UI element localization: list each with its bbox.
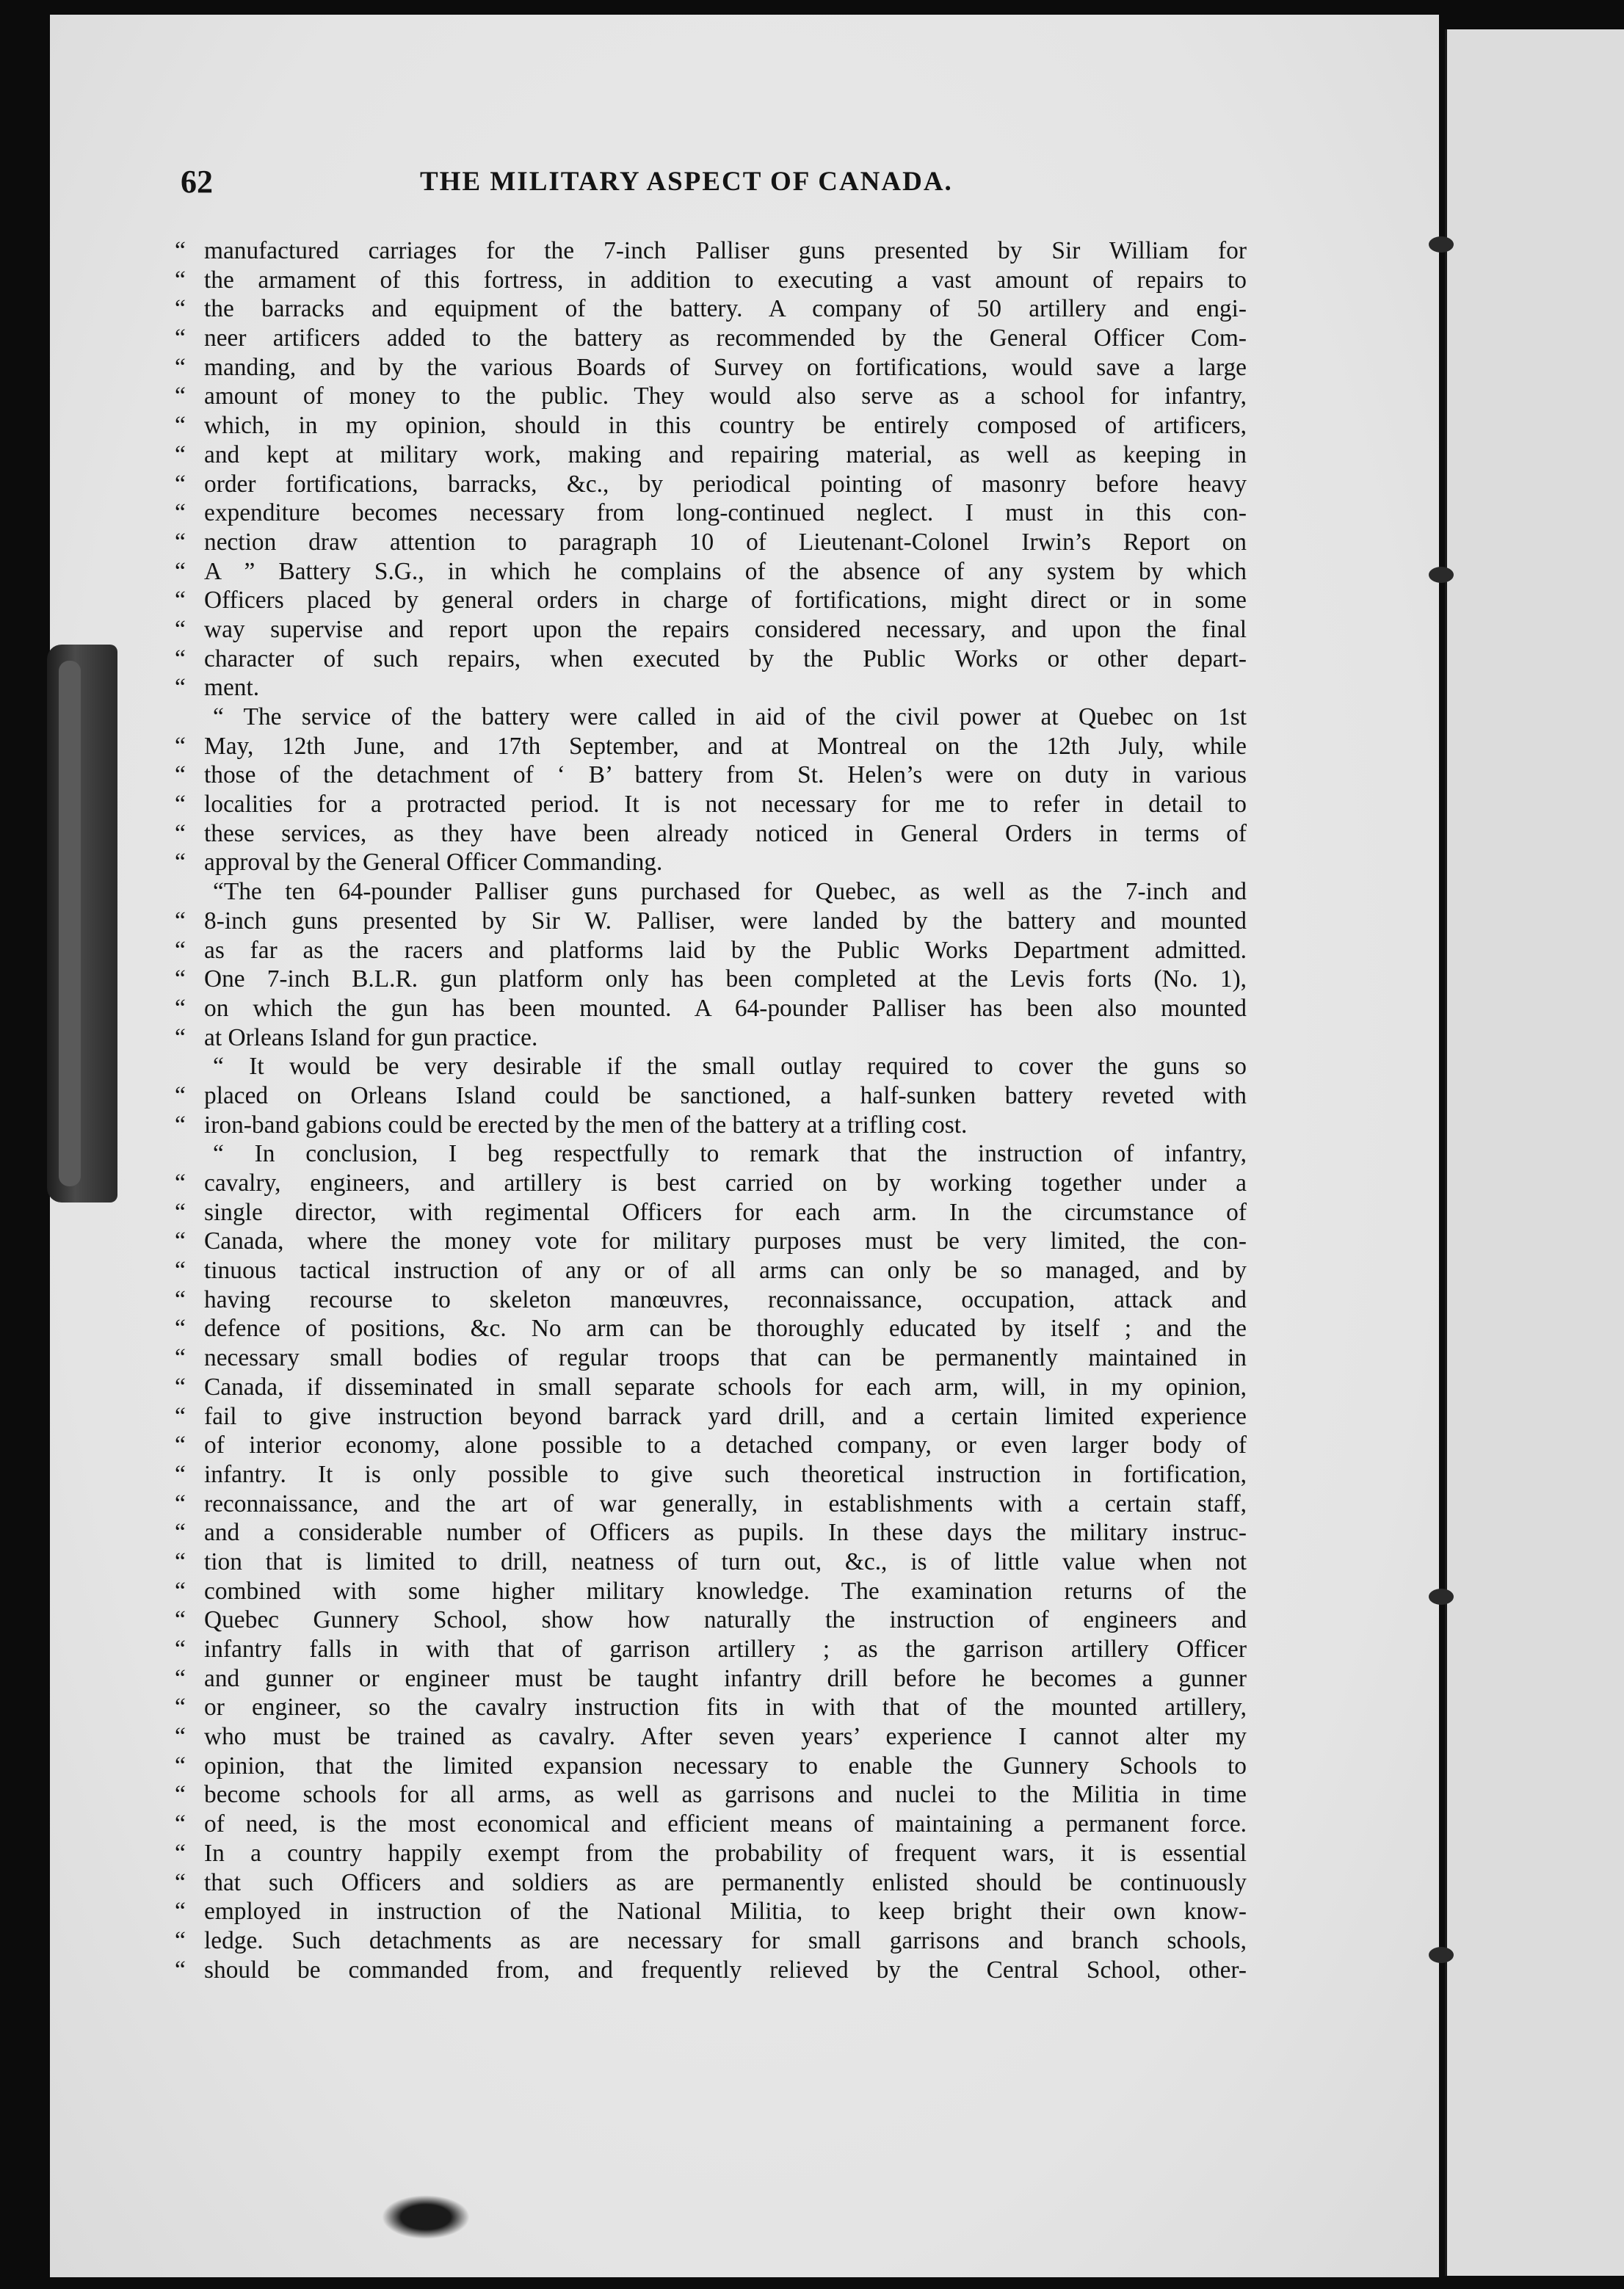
quote-mark: “ bbox=[175, 819, 186, 847]
quote-mark: “ bbox=[175, 1868, 186, 1896]
text-line bbox=[175, 557, 1247, 587]
text-line bbox=[175, 1606, 1247, 1635]
binding-stitch bbox=[1429, 567, 1454, 583]
text-line bbox=[175, 382, 1247, 411]
text-line bbox=[175, 877, 1247, 907]
quote-mark: “ bbox=[175, 761, 186, 789]
text-line bbox=[175, 1023, 1247, 1053]
quote-mark: “ bbox=[175, 732, 186, 760]
quote-mark: “ bbox=[175, 353, 186, 381]
text-line bbox=[175, 1314, 1247, 1343]
quote-mark: “ bbox=[175, 1548, 186, 1575]
text-line bbox=[175, 994, 1247, 1023]
quote-mark: “ bbox=[175, 1315, 186, 1343]
text-line bbox=[175, 1693, 1247, 1722]
line-text: approval by the General Officer Commanding. bbox=[204, 849, 663, 877]
line-text: tinuous tactical instruction of any or of all arms can only be so managed, and by bbox=[204, 1257, 1247, 1285]
text-line bbox=[175, 1285, 1247, 1315]
quote-mark: “ bbox=[175, 1810, 186, 1838]
line-text: and a considerable number of Officers as pupils. In these days the military instruc- bbox=[204, 1519, 1247, 1547]
text-line bbox=[175, 1897, 1247, 1926]
line-text: May, 12th June, and 17th September, and at Montreal on the 12th July, while bbox=[204, 732, 1247, 760]
quote-mark: “ bbox=[175, 1432, 186, 1459]
line-text: of need, is the most economical and efficient means of maintaining a permanent force. bbox=[204, 1810, 1247, 1838]
text-line bbox=[175, 528, 1247, 557]
quote-mark: “ bbox=[175, 1723, 186, 1751]
line-text: Canada, where the money vote for military purposes must be very limited, the con- bbox=[204, 1227, 1247, 1255]
text-line bbox=[175, 1431, 1247, 1460]
line-text: One 7-inch B.L.R. gun platform only has been completed at the Levis forts (No. 1), bbox=[204, 965, 1247, 993]
text-line bbox=[175, 1956, 1247, 1985]
text-line bbox=[175, 1373, 1247, 1402]
text-line bbox=[175, 1664, 1247, 1694]
text-line bbox=[175, 440, 1247, 470]
line-text: that such Officers and soldiers as are permanently enlisted should be continuously bbox=[204, 1868, 1247, 1896]
line-text: of interior economy, alone possible to a detached company, or even larger body of bbox=[204, 1432, 1247, 1459]
text-line bbox=[175, 498, 1247, 528]
line-text: In a country happily exempt from the probability of frequent wars, it is essential bbox=[204, 1839, 1247, 1867]
text-line bbox=[175, 761, 1247, 790]
quote-mark: “ bbox=[175, 528, 186, 556]
quote-mark: “ bbox=[175, 1781, 186, 1809]
quote-mark: “ bbox=[175, 1344, 186, 1372]
line-text: having recourse to skeleton manœuvres, reconnaissance, occupation, attack and bbox=[204, 1285, 1247, 1313]
line-text: necessary small bodies of regular troops that can be permanently maintained in bbox=[204, 1344, 1247, 1372]
binding-tab bbox=[47, 645, 117, 1202]
line-text: become schools for all arms, as well as garrisons and nuclei to the Militia in time bbox=[204, 1781, 1247, 1809]
scan-smudge bbox=[382, 2195, 470, 2239]
line-text: or engineer, so the cavalry instruction fits in with that of the mounted artillery, bbox=[204, 1694, 1247, 1722]
line-text: fail to give instruction beyond barrack yard drill, and a certain limited experience bbox=[204, 1402, 1247, 1430]
line-text: nection draw attention to paragraph 10 of Lieutenant-Colonel Irwin’s Report on bbox=[204, 528, 1247, 556]
line-text: ledge. Such detachments as are necessary for small garrisons and branch schools, bbox=[204, 1926, 1247, 1954]
text-line bbox=[175, 1518, 1247, 1548]
line-text: “The ten 64-pounder Palliser guns purchased for Quebec, as well as the 7-inch and bbox=[213, 878, 1247, 906]
quote-mark: “ bbox=[175, 907, 186, 935]
line-text: single director, with regimental Officers for each arm. In the circumstance of bbox=[204, 1198, 1247, 1226]
text-line bbox=[175, 586, 1247, 615]
line-text: way supervise and report upon the repairs considered necessary, and upon the final bbox=[204, 615, 1247, 643]
page-header bbox=[181, 163, 1245, 204]
running-head: THE MILITARY ASPECT OF CANADA. bbox=[420, 167, 953, 197]
line-text: manding, and by the various Boards of Survey on fortifications, would save a large bbox=[204, 353, 1247, 381]
binding-stitch bbox=[1429, 1947, 1454, 1963]
quote-mark: “ bbox=[175, 1664, 186, 1692]
line-text: as far as the racers and platforms laid by the Public Works Department admitted. bbox=[204, 936, 1247, 964]
text-line bbox=[175, 353, 1247, 382]
line-text: employed in instruction of the National Militia, to keep bright their own know- bbox=[204, 1898, 1247, 1926]
text-line bbox=[175, 1111, 1247, 1140]
quote-mark: “ bbox=[175, 470, 186, 498]
text-line bbox=[175, 1139, 1247, 1169]
quote-mark: “ bbox=[175, 1257, 186, 1285]
quote-mark: “ bbox=[175, 1023, 186, 1051]
quote-mark: “ bbox=[175, 266, 186, 294]
text-line bbox=[175, 1169, 1247, 1198]
line-text: infantry falls in with that of garrison artillery ; as the garrison artillery Officer bbox=[204, 1636, 1247, 1663]
page-number: 62 bbox=[181, 164, 213, 200]
line-text: 8-inch guns presented by Sir W. Palliser, were landed by the battery and mounted bbox=[204, 907, 1247, 935]
quote-mark: “ bbox=[175, 1956, 186, 1984]
line-text: those of the detachment of ‘ B’ battery from St. Helen’s were on duty in various bbox=[204, 761, 1247, 789]
quote-mark: “ bbox=[175, 1636, 186, 1663]
line-text: order fortifications, barracks, &c., by periodical pointing of masonry before heavy bbox=[204, 470, 1247, 498]
text-line bbox=[175, 1548, 1247, 1577]
quote-mark: “ bbox=[175, 615, 186, 643]
text-line bbox=[175, 1868, 1247, 1898]
line-text: “ The service of the battery were called in aid of the civil power at Quebec on 1st bbox=[213, 703, 1247, 730]
line-text: “ It would be very desirable if the small outlay required to cover the guns so bbox=[213, 1053, 1247, 1081]
quote-mark: “ bbox=[175, 936, 186, 964]
quote-mark: “ bbox=[175, 1081, 186, 1109]
quote-mark: “ bbox=[175, 645, 186, 672]
text-line bbox=[175, 1926, 1247, 1956]
quote-mark: “ bbox=[175, 1111, 186, 1139]
line-text: A ” Battery S.G., in which he complains of the absence of any system by which bbox=[204, 557, 1247, 585]
line-text: ment. bbox=[204, 674, 260, 702]
line-text: who must be trained as cavalry. After seven years’ experience I cannot alter my bbox=[204, 1723, 1247, 1751]
line-text: Quebec Gunnery School, show how naturally the instruction of engineers and bbox=[204, 1606, 1247, 1634]
quote-mark: “ bbox=[175, 440, 186, 468]
binding-stitch bbox=[1429, 236, 1454, 253]
line-text: localities for a protracted period. It is not necessary for me to refer in detail to bbox=[204, 791, 1247, 819]
line-text: and kept at military work, making and repairing material, as well as keeping in bbox=[204, 440, 1247, 468]
line-text: at Orleans Island for gun practice. bbox=[204, 1023, 538, 1051]
binding-tab-highlight bbox=[59, 661, 81, 1186]
quote-mark: “ bbox=[175, 1519, 186, 1547]
line-text: amount of money to the public. They would also serve as a school for infantry, bbox=[204, 382, 1247, 410]
text-line bbox=[175, 703, 1247, 732]
quote-mark: “ bbox=[175, 1752, 186, 1780]
text-line bbox=[175, 1810, 1247, 1839]
text-line bbox=[175, 615, 1247, 645]
text-line bbox=[175, 790, 1247, 819]
text-line bbox=[175, 732, 1247, 761]
text-line bbox=[175, 1752, 1247, 1781]
line-text: expenditure becomes necessary from long-continued neglect. I must in this con- bbox=[204, 499, 1247, 527]
text-line bbox=[175, 1460, 1247, 1490]
quote-mark: “ bbox=[175, 1227, 186, 1255]
line-text: which, in my opinion, should in this country be entirely composed of artificers, bbox=[204, 412, 1247, 440]
quote-mark: “ bbox=[175, 499, 186, 527]
text-line bbox=[175, 1490, 1247, 1519]
quote-mark: “ bbox=[175, 674, 186, 702]
text-line bbox=[175, 1081, 1247, 1111]
quote-mark: “ bbox=[175, 1402, 186, 1430]
quote-mark: “ bbox=[175, 1606, 186, 1634]
facing-page-edge bbox=[1445, 29, 1624, 2276]
line-text: Canada, if disseminated in small separate schools for each arm, will, in my opinion, bbox=[204, 1373, 1247, 1401]
text-line bbox=[175, 1722, 1247, 1752]
body-text bbox=[175, 236, 1247, 1984]
quote-mark: “ bbox=[175, 1577, 186, 1605]
line-text: should be commanded from, and frequently relieved by the Central School, other- bbox=[204, 1956, 1247, 1984]
text-line bbox=[175, 266, 1247, 295]
line-text: manufactured carriages for the 7-inch Palliser guns presented by Sir William for bbox=[204, 237, 1247, 264]
text-line bbox=[175, 1256, 1247, 1285]
line-text: defence of positions, &c. No arm can be thoroughly educated by itself ; and the bbox=[204, 1315, 1247, 1343]
quote-mark: “ bbox=[175, 587, 186, 614]
line-text: on which the gun has been mounted. A 64-pounder Palliser has been also mounted bbox=[204, 994, 1247, 1022]
quote-mark: “ bbox=[175, 1373, 186, 1401]
line-text: these services, as they have been already noticed in General Orders in terms of bbox=[204, 819, 1247, 847]
line-text: the armament of this fortress, in addition to executing a vast amount of repairs to bbox=[204, 266, 1247, 294]
text-line bbox=[175, 1402, 1247, 1432]
text-line bbox=[175, 1780, 1247, 1810]
line-text: the barracks and equipment of the battery. A company of 50 artillery and engi- bbox=[204, 295, 1247, 323]
text-line bbox=[175, 1635, 1247, 1664]
line-text: combined with some higher military knowledge. The examination returns of the bbox=[204, 1577, 1247, 1605]
text-line bbox=[175, 907, 1247, 936]
quote-mark: “ bbox=[175, 412, 186, 440]
text-line bbox=[175, 1198, 1247, 1227]
text-line bbox=[175, 1839, 1247, 1868]
line-text: opinion, that the limited expansion necessary to enable the Gunnery Schools to bbox=[204, 1752, 1247, 1780]
quote-mark: “ bbox=[175, 1198, 186, 1226]
text-line bbox=[175, 1577, 1247, 1606]
quote-mark: “ bbox=[175, 1926, 186, 1954]
line-text: “ In conclusion, I beg respectfully to remark that the instruction of infantry, bbox=[213, 1140, 1247, 1168]
line-text: infantry. It is only possible to give such theoretical instruction in fortification, bbox=[204, 1460, 1247, 1488]
text-line bbox=[175, 673, 1247, 703]
quote-mark: “ bbox=[175, 1285, 186, 1313]
quote-mark: “ bbox=[175, 791, 186, 819]
quote-mark: “ bbox=[175, 382, 186, 410]
quote-mark: “ bbox=[175, 324, 186, 352]
text-line bbox=[175, 236, 1247, 266]
text-line bbox=[175, 470, 1247, 499]
line-text: Officers placed by general orders in charge of fortifications, might direct or in some bbox=[204, 587, 1247, 614]
quote-mark: “ bbox=[175, 965, 186, 993]
text-line bbox=[175, 1343, 1247, 1373]
text-line bbox=[175, 324, 1247, 353]
quote-mark: “ bbox=[175, 1169, 186, 1197]
text-line bbox=[175, 965, 1247, 994]
text-line bbox=[175, 1227, 1247, 1256]
line-text: placed on Orleans Island could be sanctioned, a half-sunken battery reveted with bbox=[204, 1081, 1247, 1109]
quote-mark: “ bbox=[175, 994, 186, 1022]
line-text: character of such repairs, when executed by the Public Works or other depart- bbox=[204, 645, 1247, 672]
text-line bbox=[175, 819, 1247, 849]
line-text: and gunner or engineer must be taught infantry drill before he becomes a gunner bbox=[204, 1664, 1247, 1692]
line-text: iron-band gabions could be erected by the men of the battery at a trifling cost. bbox=[204, 1111, 968, 1139]
line-text: tion that is limited to drill, neatness of turn out, &c., is of little value when not bbox=[204, 1548, 1247, 1575]
quote-mark: “ bbox=[175, 1694, 186, 1722]
quote-mark: “ bbox=[175, 1839, 186, 1867]
text-line bbox=[175, 1052, 1247, 1081]
quote-mark: “ bbox=[175, 849, 186, 877]
line-text: reconnaissance, and the art of war generally, in establishments with a certain staff, bbox=[204, 1490, 1247, 1517]
text-line bbox=[175, 294, 1247, 324]
binding-stitch bbox=[1429, 1589, 1454, 1605]
quote-mark: “ bbox=[175, 1460, 186, 1488]
quote-mark: “ bbox=[175, 1898, 186, 1926]
text-line bbox=[175, 936, 1247, 965]
line-text: neer artificers added to the battery as recommended by the General Officer Com- bbox=[204, 324, 1247, 352]
line-text: cavalry, engineers, and artillery is best carried on by working together under a bbox=[204, 1169, 1247, 1197]
quote-mark: “ bbox=[175, 237, 186, 264]
quote-mark: “ bbox=[175, 1490, 186, 1517]
text-line bbox=[175, 411, 1247, 440]
quote-mark: “ bbox=[175, 557, 186, 585]
quote-mark: “ bbox=[175, 295, 186, 323]
text-line bbox=[175, 645, 1247, 674]
text-line bbox=[175, 848, 1247, 877]
